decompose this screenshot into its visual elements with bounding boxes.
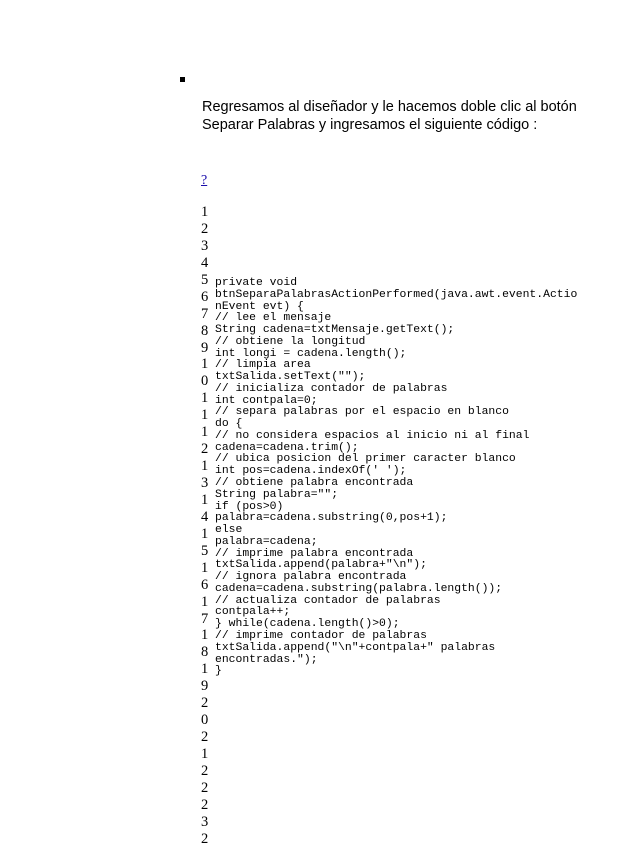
- code-line: // actualiza contador de palabras: [215, 594, 441, 607]
- line-number: 0: [201, 712, 209, 729]
- line-number: 1: [201, 525, 209, 542]
- code-line: String cadena=txtMensaje.getText();: [215, 324, 455, 337]
- line-number: 3: [201, 813, 209, 830]
- line-number: 1: [201, 458, 209, 475]
- code-line: // limpia area: [215, 359, 311, 372]
- code-line: int pos=cadena.indexOf(' ');: [215, 465, 407, 478]
- line-number: 1: [201, 356, 209, 373]
- line-number: 2: [201, 220, 209, 237]
- code-line: // separa palabras por el espacio en blanco: [215, 406, 509, 419]
- intro-line-1: Regresamos al diseñador y le hacemos doble clic al botón: [202, 99, 577, 115]
- line-number: 3: [201, 237, 209, 254]
- code-line: encontradas.");: [215, 653, 318, 666]
- line-number: 5: [201, 271, 209, 288]
- code-line: // inicializa contador de palabras: [215, 382, 448, 395]
- line-number: 6: [201, 576, 209, 593]
- code-line: txtSalida.append("\n"+contpala+" palabras: [215, 641, 496, 654]
- line-number: 4: [201, 254, 209, 271]
- line-number: 7: [201, 305, 209, 322]
- line-number: 1: [201, 204, 209, 220]
- line-number: 1: [201, 661, 209, 678]
- line-number: 2: [201, 830, 209, 847]
- line-number: 2: [201, 779, 209, 796]
- line-number: 7: [201, 610, 209, 627]
- code-line: cadena=cadena.trim();: [215, 441, 359, 454]
- intro-line-2: Separar Palabras y ingresamos el siguiente código :: [202, 116, 538, 133]
- code-line: do {: [215, 418, 243, 431]
- code-line: if (pos>0): [215, 500, 284, 513]
- line-number: 1: [201, 627, 209, 644]
- line-number: 2: [201, 729, 209, 746]
- code-line: }: [215, 665, 222, 678]
- line-number: 8: [201, 644, 209, 661]
- intro-paragraph: [202, 99, 577, 134]
- code-line: txtSalida.append(palabra+"\n");: [215, 559, 427, 572]
- line-number: 9: [201, 678, 209, 695]
- list-bullet: [180, 77, 185, 82]
- code-line: // obtiene palabra encontrada: [215, 477, 414, 490]
- line-number: 0: [201, 373, 209, 390]
- line-number: 1: [201, 593, 209, 610]
- code-line: contpala++;: [215, 606, 291, 619]
- line-number: 9: [201, 339, 209, 356]
- line-number: 1: [201, 559, 209, 576]
- code-line: // ignora palabra encontrada: [215, 571, 407, 584]
- line-number: 1: [201, 424, 209, 441]
- code-line: txtSalida.setText("");: [215, 371, 366, 384]
- code-line: cadena=cadena.substring(palabra.length());: [215, 582, 503, 595]
- code-line: nEvent evt) {: [215, 300, 304, 313]
- code-line: int longi = cadena.length();: [215, 347, 407, 360]
- line-number: 2: [201, 441, 209, 458]
- line-number: 1: [201, 491, 209, 508]
- line-number: 1: [201, 407, 209, 424]
- line-number: 2: [201, 695, 209, 712]
- code-line: // imprime palabra encontrada: [215, 547, 414, 560]
- line-number: 2: [201, 796, 209, 813]
- line-number: 4: [201, 508, 209, 525]
- code-line: palabra=cadena.substring(0,pos+1);: [215, 512, 448, 525]
- code-line: palabra=cadena;: [215, 535, 318, 548]
- code-line: // imprime contador de palabras: [215, 629, 427, 642]
- line-number: 1: [201, 390, 209, 407]
- line-number: 5: [201, 542, 209, 559]
- code-line: } while(cadena.length()>0);: [215, 618, 400, 631]
- line-number-gutter: [201, 204, 213, 848]
- code-block: [215, 278, 577, 678]
- code-line: String palabra="";: [215, 488, 339, 501]
- code-line: // ubica posicion del primer caracter blanco: [215, 453, 516, 466]
- question-link[interactable]: ?: [201, 173, 208, 188]
- code-line: int contpala=0;: [215, 394, 318, 407]
- line-number: 6: [201, 288, 209, 305]
- line-number: 2: [201, 762, 209, 779]
- code-line: // lee el mensaje: [215, 312, 332, 325]
- code-line: btnSeparaPalabrasActionPerformed(java.awt.event.Actio: [215, 288, 578, 301]
- code-line: // obtiene la longitud: [215, 335, 366, 348]
- code-line: // no considera espacios al inicio ni al final: [215, 429, 530, 442]
- line-number: 1: [201, 746, 209, 762]
- line-number: 3: [201, 475, 209, 491]
- code-line: else: [215, 524, 243, 537]
- line-number: 8: [201, 322, 209, 339]
- code-line: private void: [215, 277, 298, 289]
